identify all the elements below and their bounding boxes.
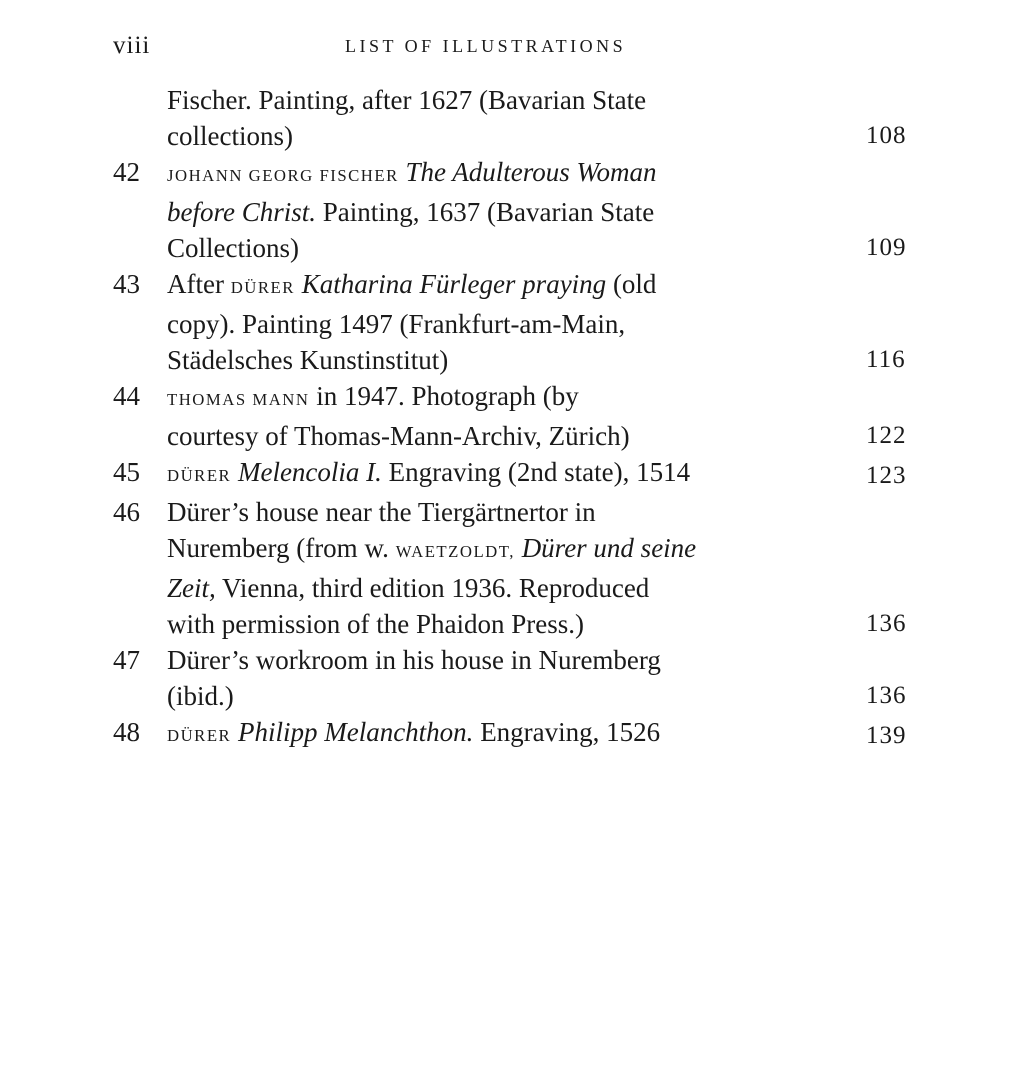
entry-line xyxy=(167,266,857,306)
entry-line xyxy=(167,342,857,378)
running-head: LIST OF ILLUSTRATIONS xyxy=(345,36,627,56)
entry-line xyxy=(167,306,857,342)
entry-line xyxy=(167,494,857,530)
artist-name: DÜRER xyxy=(230,278,295,297)
caption-text: in 1947. Photograph (by xyxy=(316,381,579,411)
caption-text: courtesy of Thomas-Mann-Archiv, Zürich) xyxy=(167,421,630,451)
book-title: Zeit, xyxy=(167,573,216,603)
caption-text: with permission of the Phaidon Press.) xyxy=(167,609,584,639)
entry-line xyxy=(167,642,857,678)
page-reference: 116 xyxy=(866,346,906,373)
page-reference: 122 xyxy=(866,422,907,449)
entry-line xyxy=(167,714,857,754)
entry-text xyxy=(167,454,857,494)
caption-text: Painting, 1637 (Bavarian State xyxy=(322,197,655,227)
entry-line xyxy=(167,606,857,642)
entry-line xyxy=(167,418,857,454)
list-entry xyxy=(0,454,1017,494)
entry-number: 44 xyxy=(113,381,140,411)
caption-text: Engraving, 1526 xyxy=(480,717,661,747)
entry-line xyxy=(167,82,857,118)
caption-text: collections) xyxy=(167,121,293,151)
list-entry xyxy=(0,714,1017,754)
entry-text xyxy=(167,642,857,714)
list-entry xyxy=(0,266,1017,378)
page-reference: 136 xyxy=(866,610,907,637)
list-entry xyxy=(0,494,1017,642)
list-entry xyxy=(0,154,1017,266)
page-reference: 136 xyxy=(866,682,907,709)
caption-text: (old xyxy=(612,269,657,299)
entry-text xyxy=(167,266,857,378)
entry-number: 48 xyxy=(113,717,140,747)
caption-text: Engraving (2nd state), 1514 xyxy=(388,457,691,487)
caption-text: Collections) xyxy=(167,233,299,263)
entry-number: 45 xyxy=(113,457,140,487)
artwork-title: before Christ. xyxy=(167,197,317,227)
book-title: Dürer und seine xyxy=(521,533,697,563)
artist-name: THOMAS MANN xyxy=(167,390,310,409)
caption-text: Dürer’s house near the Tiergärtnertor in xyxy=(167,497,596,527)
list-entry xyxy=(0,378,1017,454)
entry-number: 43 xyxy=(113,269,140,299)
caption-text: Nuremberg (from w. xyxy=(167,533,389,563)
caption-text: Vienna, third edition 1936. Reproduced xyxy=(222,573,650,603)
entry-text xyxy=(167,494,857,642)
artwork-title: Philipp Melanchthon. xyxy=(237,717,474,747)
page-reference: 139 xyxy=(866,722,907,749)
author-name: WAETZOLDT, xyxy=(395,542,515,561)
entry-line xyxy=(167,570,857,606)
caption-text: copy). Painting 1497 (Frankfurt-am-Main, xyxy=(167,309,626,339)
entry-text xyxy=(167,154,857,266)
artwork-title: Katharina Fürleger praying xyxy=(301,269,607,299)
entry-text xyxy=(167,82,857,154)
artwork-title: The Adulterous Woman xyxy=(405,157,657,187)
entry-line xyxy=(167,230,857,266)
page-reference: 123 xyxy=(866,462,907,489)
entry-line xyxy=(167,118,857,154)
list-entry xyxy=(0,82,1017,154)
entry-line xyxy=(167,454,857,494)
page-number: viii xyxy=(113,32,151,59)
entry-number: 46 xyxy=(113,497,140,527)
list-entry xyxy=(0,642,1017,714)
artist-name: DÜRER xyxy=(167,726,232,745)
caption-text: Dürer’s workroom in his house in Nuremberg xyxy=(167,645,661,675)
entry-line xyxy=(167,678,857,714)
caption-text: Städelsches Kunstinstitut) xyxy=(167,345,449,375)
entry-line xyxy=(167,194,857,230)
artist-name: JOHANN GEORG FISCHER xyxy=(167,166,399,185)
entry-line xyxy=(167,154,857,194)
caption-text: After xyxy=(167,269,224,299)
page-reference: 109 xyxy=(866,234,907,261)
entry-line xyxy=(167,530,857,570)
artist-name: DÜRER xyxy=(167,466,232,485)
page-reference: 108 xyxy=(866,122,907,149)
entry-number: 42 xyxy=(113,157,140,187)
entry-number: 47 xyxy=(113,645,140,675)
entry-text xyxy=(167,378,857,454)
caption-text: Fischer. Painting, after 1627 (Bavarian State xyxy=(167,85,647,115)
entry-line xyxy=(167,378,857,418)
illustrations-list xyxy=(0,82,1017,754)
entry-text xyxy=(167,714,857,754)
artwork-title: Melencolia I. xyxy=(237,457,382,487)
caption-text: (ibid.) xyxy=(167,681,234,711)
